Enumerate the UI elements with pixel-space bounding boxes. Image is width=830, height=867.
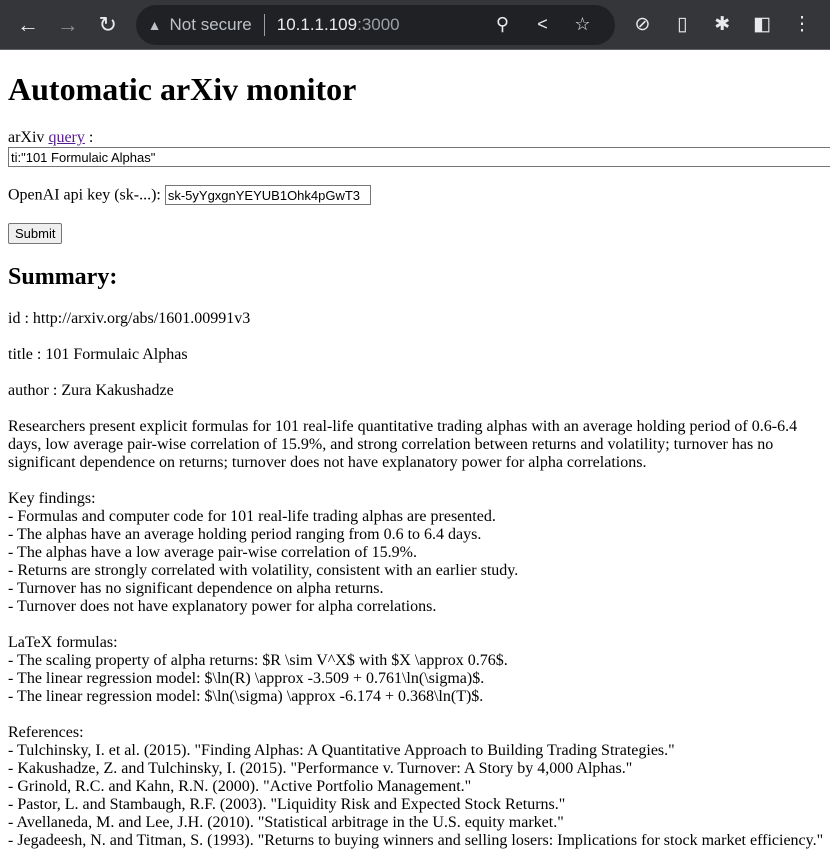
section-item: - Pastor, L. and Stambaugh, R.F. (2003). "Liquidity Risk and Expected Stock Returns." — [8, 796, 566, 813]
document-extension-icon[interactable]: ▯ — [677, 14, 688, 35]
paper-abstract: Researchers present explicit formulas for 101 real-life quantitative trading alphas with an average holding period of 0.6-6.4 days, low average pair-wise correlation of 15.9%, and strong correlation between returns and volatility; turnover has no significant dependence on returns; turnover does not have explanatory power for alpha correlations. — [8, 418, 798, 471]
summary-section — [8, 634, 822, 706]
section-item: - Jegadeesh, N. and Titman, S. (1993). "Returns to buying winners and selling losers: Implications for stock market efficiency." — [8, 832, 824, 849]
section-item: - Kakushadze, Z. and Tulchinsky, I. (2015). "Performance v. Turnover: A Story by 4,000 Alphas." — [8, 760, 633, 777]
query-label — [8, 129, 822, 147]
section-item: - Returns are strongly correlated with volatility, consistent with an earlier study. — [8, 562, 519, 579]
url-host: 10.1.1.109 — [276, 14, 358, 34]
section-heading: Key findings: — [8, 490, 96, 507]
divider — [264, 14, 265, 36]
summary-section — [8, 490, 822, 616]
query-label-text: arXiv — [8, 129, 45, 146]
security-status[interactable]: Not secure — [169, 14, 252, 34]
section-item: - The linear regression model: $\ln(R) \approx -3.509 + 0.761\ln(\sigma)$. — [8, 670, 485, 687]
query-label-colon: : — [84, 129, 94, 146]
paper-title: title : 101 Formulaic Alphas — [8, 346, 188, 363]
section-item: - Avellaneda, M. and Lee, J.H. (2010). "Statistical arbitrage in the U.S. equity market." — [8, 814, 564, 831]
section-item: - The scaling property of alpha returns: $R \sim V^X$ with $X \approx 0.76$. — [8, 652, 508, 669]
forward-icon[interactable]: → — [56, 11, 79, 37]
address-bar[interactable] — [136, 5, 615, 45]
api-key-input[interactable] — [165, 185, 371, 205]
section-item: - Turnover has no significant dependence on alpha returns. — [8, 580, 384, 597]
summary-heading: Summary: — [8, 264, 118, 290]
section-heading: References: — [8, 724, 84, 741]
browser-toolbar — [0, 0, 830, 50]
section-item: - Formulas and computer code for 101 real-life trading alphas are presented. — [8, 508, 496, 525]
query-link[interactable]: query — [48, 129, 85, 146]
warning-icon: ▲ — [147, 16, 162, 33]
summary-section — [8, 724, 822, 850]
url-port: :3000 — [357, 14, 400, 34]
menu-kebab-icon[interactable]: ⋮ — [792, 14, 812, 35]
api-key-label: OpenAI api key (sk-...): — [8, 186, 161, 204]
share-icon[interactable]: < — [537, 14, 548, 34]
section-item: - Turnover does not have explanatory power for alpha correlations. — [8, 598, 437, 615]
page-title: Automatic arXiv monitor — [8, 71, 357, 107]
bookmark-star-icon[interactable]: ☆ — [574, 14, 591, 34]
page-content — [0, 71, 830, 850]
zoom-icon[interactable]: ⚲ — [495, 14, 510, 34]
section-heading: LaTeX formulas: — [8, 634, 118, 651]
extensions-puzzle-icon[interactable]: ✱ — [714, 14, 731, 35]
reload-icon[interactable]: ↻ — [98, 11, 117, 37]
section-item: - The linear regression model: $\ln(\sigma) \approx -6.174 + 0.368\ln(T)$. — [8, 688, 484, 705]
block-extension-icon[interactable]: ⊘ — [634, 14, 651, 35]
submit-button[interactable]: Submit — [8, 223, 62, 244]
section-item: - Grinold, R.C. and Kahn, R.N. (2000). "Active Portfolio Management." — [8, 778, 472, 795]
query-input[interactable] — [8, 147, 830, 167]
section-item: - Tulchinsky, I. et al. (2015). "Finding Alphas: A Quantitative Approach to Building Trading Strategies." — [8, 742, 675, 759]
section-item: - The alphas have an average holding period ranging from 0.6 to 6.4 days. — [8, 526, 482, 543]
back-icon[interactable]: ← — [16, 11, 39, 37]
paper-author: author : Zura Kakushadze — [8, 382, 174, 399]
section-item: - The alphas have a low average pair-wise correlation of 15.9%. — [8, 544, 417, 561]
api-key-row — [8, 185, 822, 205]
side-panel-icon[interactable]: ◧ — [753, 14, 772, 35]
paper-id: id : http://arxiv.org/abs/1601.00991v3 — [8, 310, 251, 327]
